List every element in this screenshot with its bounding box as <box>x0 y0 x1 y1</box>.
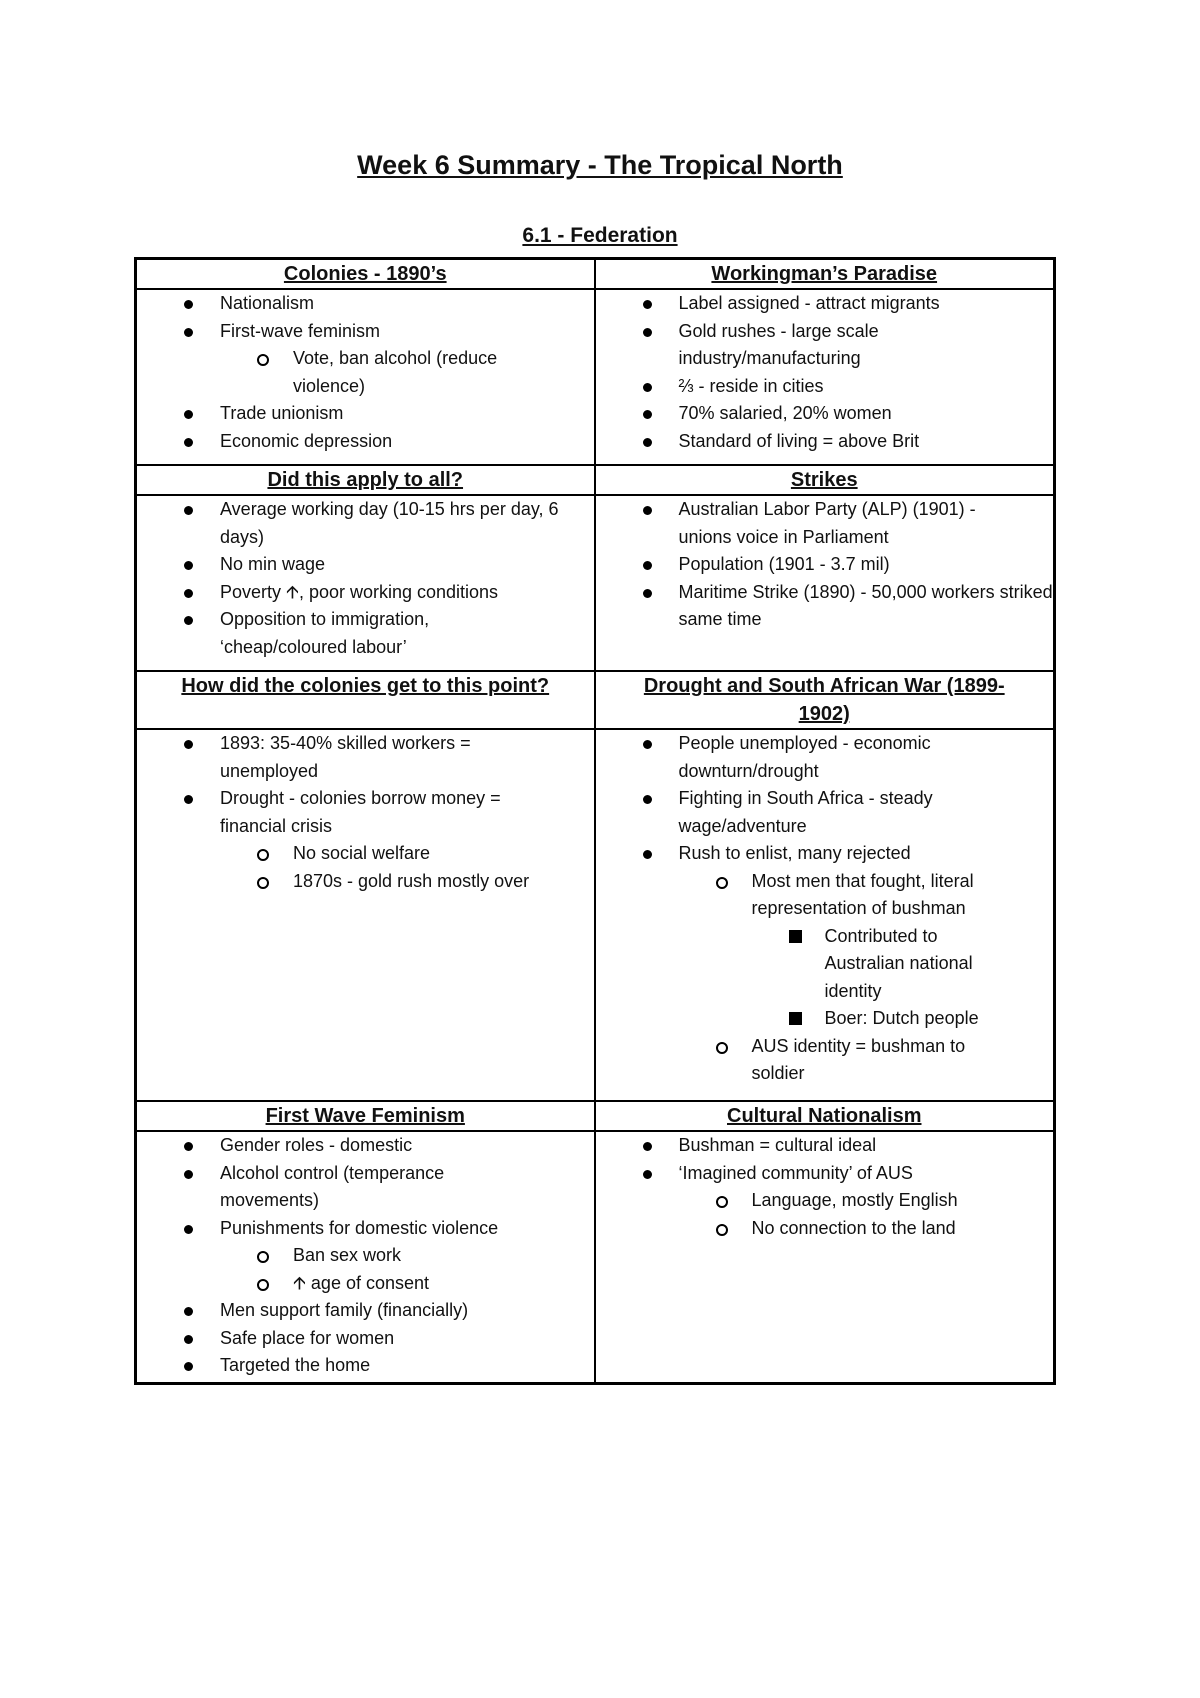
list-item-text: Australian Labor Party (ALP) (1901) - unions voice in Parliament <box>678 499 976 547</box>
list-item-text: Fighting in South Africa - steady wage/adventure <box>678 788 933 836</box>
hollow-bullet-icon <box>716 1215 728 1245</box>
square-bullet-icon <box>789 1005 802 1034</box>
feminism-cell <box>136 1131 595 1384</box>
cultural-cell <box>595 1131 1055 1384</box>
list-item <box>596 868 1054 923</box>
table-row <box>136 1131 1055 1384</box>
list-item-text: Contributed to Australian national identity <box>824 925 973 1001</box>
list-item-text: ⅔ - reside in cities <box>678 375 824 396</box>
bullet-icon <box>184 1297 193 1325</box>
bullet-icon <box>643 551 652 579</box>
list-item-text: First-wave feminism <box>220 320 381 341</box>
list-item-text: People unemployed - economic downturn/drought <box>678 733 931 781</box>
cultural-heading: Cultural Nationalism <box>595 1101 1055 1131</box>
bullet-icon <box>184 290 193 318</box>
list-item <box>596 730 1054 785</box>
bullet-icon <box>643 579 652 607</box>
howpoint-cell <box>136 729 595 1101</box>
bullet-icon <box>184 1215 193 1243</box>
bullet-icon <box>643 1160 652 1188</box>
bullet-icon <box>643 1132 652 1160</box>
list-item-text: Economic depression <box>220 430 393 451</box>
list-item-text: Poverty 🡩, poor working conditions <box>220 581 499 602</box>
list-item <box>137 1325 594 1353</box>
list-item <box>596 373 1054 401</box>
bullet-icon <box>643 428 652 456</box>
strikes-heading: Strikes <box>595 465 1055 495</box>
list-item <box>596 1005 1054 1033</box>
list-item-text: Ban sex work <box>293 1245 402 1265</box>
table-row <box>136 1101 1055 1131</box>
hollow-bullet-icon <box>257 1242 269 1272</box>
drought-list <box>596 730 1054 1088</box>
list-item <box>137 730 594 785</box>
hollow-bullet-icon <box>257 840 269 870</box>
colonies-list <box>137 290 594 455</box>
list-item-text: Nationalism <box>220 293 315 313</box>
list-item-text: No connection to the land <box>751 1217 956 1238</box>
list-item <box>137 1352 594 1380</box>
colonies-heading: Colonies - 1890’s <box>136 259 595 290</box>
list-item <box>596 1132 1054 1160</box>
howpoint-heading: How did the colonies get to this point? <box>136 671 595 729</box>
paradise-heading: Workingman’s Paradise <box>595 259 1055 290</box>
paradise-cell <box>595 289 1055 465</box>
list-item <box>596 1033 1054 1088</box>
list-item-text: Punishments for domestic violence <box>220 1217 499 1238</box>
list-item-text: ‘Imagined community’ of AUS <box>678 1162 913 1183</box>
list-item-text: Gold rushes - large scale industry/manufacturing <box>678 320 879 368</box>
list-item <box>137 1297 594 1325</box>
list-item <box>596 923 1054 1006</box>
list-item-text: Opposition to immigration, ‘cheap/coloured labour’ <box>220 609 430 657</box>
list-item <box>596 551 1054 579</box>
square-bullet-icon <box>789 923 802 952</box>
table-row <box>136 289 1055 465</box>
colonies-cell <box>136 289 595 465</box>
feminism-heading: First Wave Feminism <box>136 1101 595 1131</box>
bullet-icon <box>643 730 652 758</box>
section-subtitle: 6.1 - Federation <box>522 224 678 247</box>
hollow-bullet-icon <box>257 868 269 898</box>
bullet-icon <box>643 496 652 524</box>
feminism-list <box>137 1132 594 1380</box>
summary-table <box>134 257 1056 1385</box>
list-item-text: 1870s - gold rush mostly over <box>293 870 530 891</box>
howpoint-list <box>137 730 594 895</box>
list-item-text: Gender roles - domestic <box>220 1135 413 1155</box>
page-title: Week 6 Summary - The Tropical North <box>357 150 843 180</box>
list-item <box>137 840 594 868</box>
bullet-icon <box>184 428 193 456</box>
list-item <box>137 290 594 318</box>
bullet-icon <box>643 290 652 318</box>
list-item <box>596 1160 1054 1188</box>
list-item <box>596 290 1054 318</box>
bullet-icon <box>184 730 193 758</box>
bullet-icon <box>184 785 193 813</box>
bullet-icon <box>184 496 193 524</box>
table-row <box>136 729 1055 1101</box>
list-item-text: AUS identity = bushman to soldier <box>751 1035 966 1083</box>
list-item <box>137 1132 594 1160</box>
table-row <box>136 671 1055 729</box>
cultural-list <box>596 1132 1054 1242</box>
bullet-icon <box>643 400 652 428</box>
bullet-icon <box>643 318 652 346</box>
list-item-text: Population (1901 - 3.7 mil) <box>678 554 890 574</box>
hollow-bullet-icon <box>716 868 728 898</box>
hollow-bullet-icon <box>257 345 269 375</box>
bullet-icon <box>184 1132 193 1160</box>
list-item-text: Standard of living = above Brit <box>678 430 920 451</box>
list-item <box>596 428 1054 456</box>
list-item <box>137 496 594 551</box>
list-item-text: Most men that fought, literal representation of bushman <box>751 870 974 918</box>
drought-cell <box>595 729 1055 1101</box>
list-item <box>137 400 594 428</box>
list-item-text: Drought - colonies borrow money = financial crisis <box>220 788 501 836</box>
list-item <box>596 1187 1054 1215</box>
list-item <box>137 1242 594 1270</box>
list-item <box>596 496 1054 551</box>
bullet-icon <box>184 551 193 579</box>
list-item-text: Label assigned - attract migrants <box>678 293 940 313</box>
list-item-text: Trade unionism <box>220 403 344 423</box>
list-item <box>137 318 594 346</box>
list-item <box>137 551 594 579</box>
hollow-bullet-icon <box>257 1270 269 1300</box>
bullet-icon <box>184 606 193 634</box>
apply-cell <box>136 495 595 671</box>
list-item-text: Vote, ban alcohol (reduce violence) <box>293 348 498 396</box>
bullet-icon <box>643 840 652 868</box>
list-item <box>137 579 594 607</box>
table-row <box>136 465 1055 495</box>
list-item <box>596 318 1054 373</box>
list-item-text: Alcohol control (temperance movements) <box>220 1162 445 1210</box>
list-item <box>137 606 594 661</box>
list-item-text: Men support family (financially) <box>220 1300 469 1320</box>
strikes-cell <box>595 495 1055 671</box>
bullet-icon <box>184 1325 193 1353</box>
bullet-icon <box>184 400 193 428</box>
list-item-text: Rush to enlist, many rejected <box>678 843 911 863</box>
list-item <box>137 785 594 840</box>
bullet-icon <box>184 318 193 346</box>
list-item-text: Boer: Dutch people <box>824 1008 979 1028</box>
apply-heading: Did this apply to all? <box>136 465 595 495</box>
list-item-text: 1893: 35-40% skilled workers = unemployed <box>220 733 471 781</box>
list-item <box>596 1215 1054 1243</box>
drought-heading: Drought and South African War (1899-1902) <box>595 671 1055 729</box>
list-item <box>596 785 1054 840</box>
table-row <box>136 259 1055 290</box>
list-item <box>137 1270 594 1298</box>
list-item <box>137 345 594 400</box>
list-item-text: Average working day (10-15 hrs per day, 6 days) <box>220 499 559 547</box>
list-item <box>137 428 594 456</box>
hollow-bullet-icon <box>716 1187 728 1217</box>
list-item <box>596 579 1054 634</box>
bullet-icon <box>643 785 652 813</box>
bullet-icon <box>184 579 193 607</box>
paradise-list <box>596 290 1054 455</box>
list-item-text: Safe place for women <box>220 1327 395 1348</box>
list-item-text: Bushman = cultural ideal <box>678 1135 877 1155</box>
list-item-text: Language, mostly English <box>751 1190 958 1210</box>
list-item <box>596 400 1054 428</box>
list-item <box>137 868 594 896</box>
list-item <box>137 1160 594 1215</box>
list-item <box>137 1215 594 1243</box>
table-row <box>136 495 1055 671</box>
list-item-text: No social welfare <box>293 843 431 863</box>
list-item-text: Targeted the home <box>220 1355 371 1375</box>
list-item-text: 🡩 age of consent <box>293 1272 430 1293</box>
bullet-icon <box>184 1160 193 1188</box>
bullet-icon <box>184 1352 193 1380</box>
apply-list <box>137 496 594 661</box>
list-item-text: No min wage <box>220 554 326 574</box>
hollow-bullet-icon <box>716 1033 728 1063</box>
bullet-icon <box>643 373 652 401</box>
strikes-list <box>596 496 1054 634</box>
list-item <box>596 840 1054 868</box>
list-item-text: Maritime Strike (1890) - 50,000 workers striked same time <box>678 581 1053 629</box>
list-item-text: 70% salaried, 20% women <box>678 403 892 423</box>
